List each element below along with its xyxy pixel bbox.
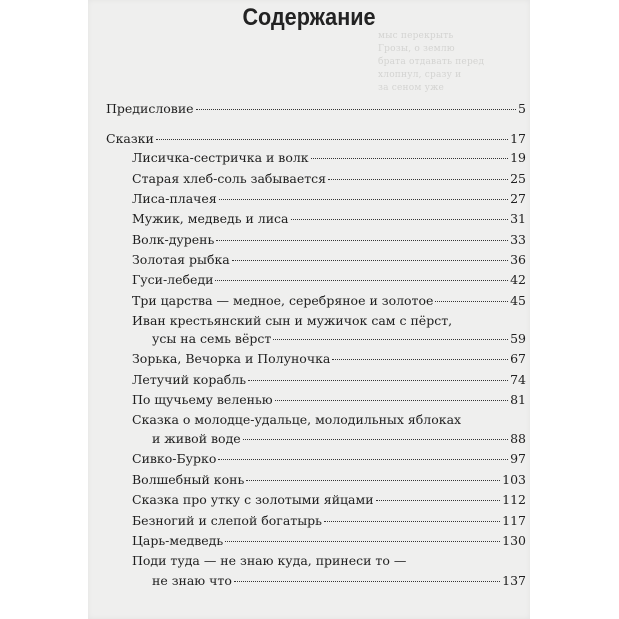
toc-entry[interactable] <box>132 492 526 510</box>
toc-entry[interactable] <box>132 372 526 390</box>
toc-entry[interactable] <box>132 150 526 168</box>
leader-dots <box>273 339 508 340</box>
leader-dots <box>243 439 508 440</box>
toc-entry-page: 36 <box>510 252 526 267</box>
leader-dots <box>215 280 508 281</box>
toc-entry-continuation: и живой воде <box>152 431 241 446</box>
toc-entry[interactable] <box>132 272 526 290</box>
toc-entry-page: 112 <box>502 492 526 507</box>
leader-dots <box>328 179 508 180</box>
toc-entry[interactable] <box>152 431 526 449</box>
toc-entry-label[interactable]: Сказка о молодце-удальце, молодильных яблоках <box>132 412 462 427</box>
toc-entry-label: Предисловие <box>106 101 194 116</box>
leader-dots <box>196 109 516 110</box>
leader-dots <box>156 139 508 140</box>
bleed-line: мыс перекрыть <box>378 31 454 41</box>
toc-entry-label: Лиса-плачея <box>132 191 217 206</box>
leader-dots <box>216 240 508 241</box>
leader-dots <box>291 219 509 220</box>
toc-entry[interactable] <box>132 293 526 311</box>
toc-entry-label: Летучий корабль <box>132 372 247 387</box>
book-page <box>88 0 530 619</box>
toc-entry-page: 25 <box>510 171 526 186</box>
toc-entry-page: 45 <box>510 293 526 308</box>
toc-entry[interactable] <box>132 351 526 369</box>
toc-entry-page: 19 <box>510 150 526 165</box>
leader-dots <box>324 521 500 522</box>
toc-entry-label: Зорька, Вечорка и Полуночка <box>132 351 331 366</box>
toc-entry-page: 97 <box>510 451 526 466</box>
toc-entry-page: 42 <box>510 272 526 287</box>
toc-entry[interactable] <box>132 451 526 469</box>
toc-entry-page: 81 <box>510 392 526 407</box>
toc-entry-label[interactable]: Иван крестьянский сын и мужичок сам с пёрст, <box>132 313 453 328</box>
toc-entry[interactable] <box>132 232 526 250</box>
toc-entry-page: 5 <box>518 101 526 116</box>
toc-entry[interactable] <box>132 211 526 229</box>
toc-entry-label: Безногий и слепой богатырь <box>132 513 322 528</box>
bleed-through-text <box>378 30 528 95</box>
toc-entry[interactable] <box>106 101 526 119</box>
toc-section[interactable] <box>106 131 526 149</box>
toc-entry-continuation: усы на семь вёрст <box>152 331 272 346</box>
toc-entry[interactable] <box>132 252 526 270</box>
toc-entry-page: 33 <box>510 232 526 247</box>
toc-entry-page: 103 <box>502 472 526 487</box>
leader-dots <box>225 541 500 542</box>
toc-entry-label: Сказка про утку с золотыми яйцами <box>132 492 374 507</box>
toc-entry-page: 31 <box>510 211 526 226</box>
toc-entry-label: Золотая рыбка <box>132 252 230 267</box>
leader-dots <box>248 380 508 381</box>
toc-entry-label: Царь-медведь <box>132 533 224 548</box>
toc-entry-page: 117 <box>502 513 526 528</box>
toc-entry[interactable] <box>132 171 526 189</box>
toc-entry-page: 130 <box>502 533 526 548</box>
toc-entry-page: 17 <box>510 131 526 146</box>
leader-dots <box>218 459 508 460</box>
leader-dots <box>332 359 508 360</box>
leader-dots <box>232 260 508 261</box>
toc-entry-label[interactable]: Поди туда — не знаю куда, принеси то — <box>132 553 407 568</box>
toc-entry-label: Три царства — медное, серебряное и золотое <box>132 293 434 308</box>
bleed-line: хлопнул, сразу и <box>378 70 462 80</box>
toc-entry[interactable] <box>132 533 526 551</box>
page-title: Содержание <box>242 4 376 31</box>
toc-entry-page: 27 <box>510 191 526 206</box>
toc-entry[interactable] <box>132 191 526 209</box>
toc-entry-page: 88 <box>510 431 526 446</box>
toc-entry-label: Старая хлеб-соль забывается <box>132 171 327 186</box>
toc-entry[interactable] <box>132 472 526 490</box>
toc-entry-label: По щучьему веленью <box>132 392 273 407</box>
leader-dots <box>435 301 508 302</box>
toc-entry[interactable] <box>132 392 526 410</box>
toc-entry-page: 74 <box>510 372 526 387</box>
bleed-line: за сеном уже <box>378 83 445 93</box>
toc-entry-label: Лисичка-сестричка и волк <box>132 150 309 165</box>
bleed-line: брата отдавать перед <box>378 57 485 67</box>
toc-entry-page: 137 <box>502 573 526 588</box>
toc-entry[interactable] <box>132 513 526 531</box>
toc-entry-page: 67 <box>510 351 526 366</box>
toc-entry-label: Волшебный конь <box>132 472 245 487</box>
toc-entry-label: Гуси-лебеди <box>132 272 214 287</box>
leader-dots <box>219 199 508 200</box>
toc-entry[interactable] <box>152 573 526 591</box>
toc-entry-page: 59 <box>510 331 526 346</box>
toc-entry-label: Мужик, медведь и лиса <box>132 211 289 226</box>
bleed-line: Грозы, о землю <box>378 44 455 54</box>
leader-dots <box>311 158 508 159</box>
toc-entry[interactable] <box>152 331 526 349</box>
leader-dots <box>246 480 500 481</box>
toc-entry-label: Волк-дурень <box>132 232 215 247</box>
leader-dots <box>376 500 501 501</box>
toc-entry-label: Сказки <box>106 131 154 146</box>
leader-dots <box>234 581 500 582</box>
leader-dots <box>275 400 508 401</box>
toc-entry-label: Сивко-Бурко <box>132 451 217 466</box>
toc-entry-continuation: не знаю что <box>152 573 232 588</box>
